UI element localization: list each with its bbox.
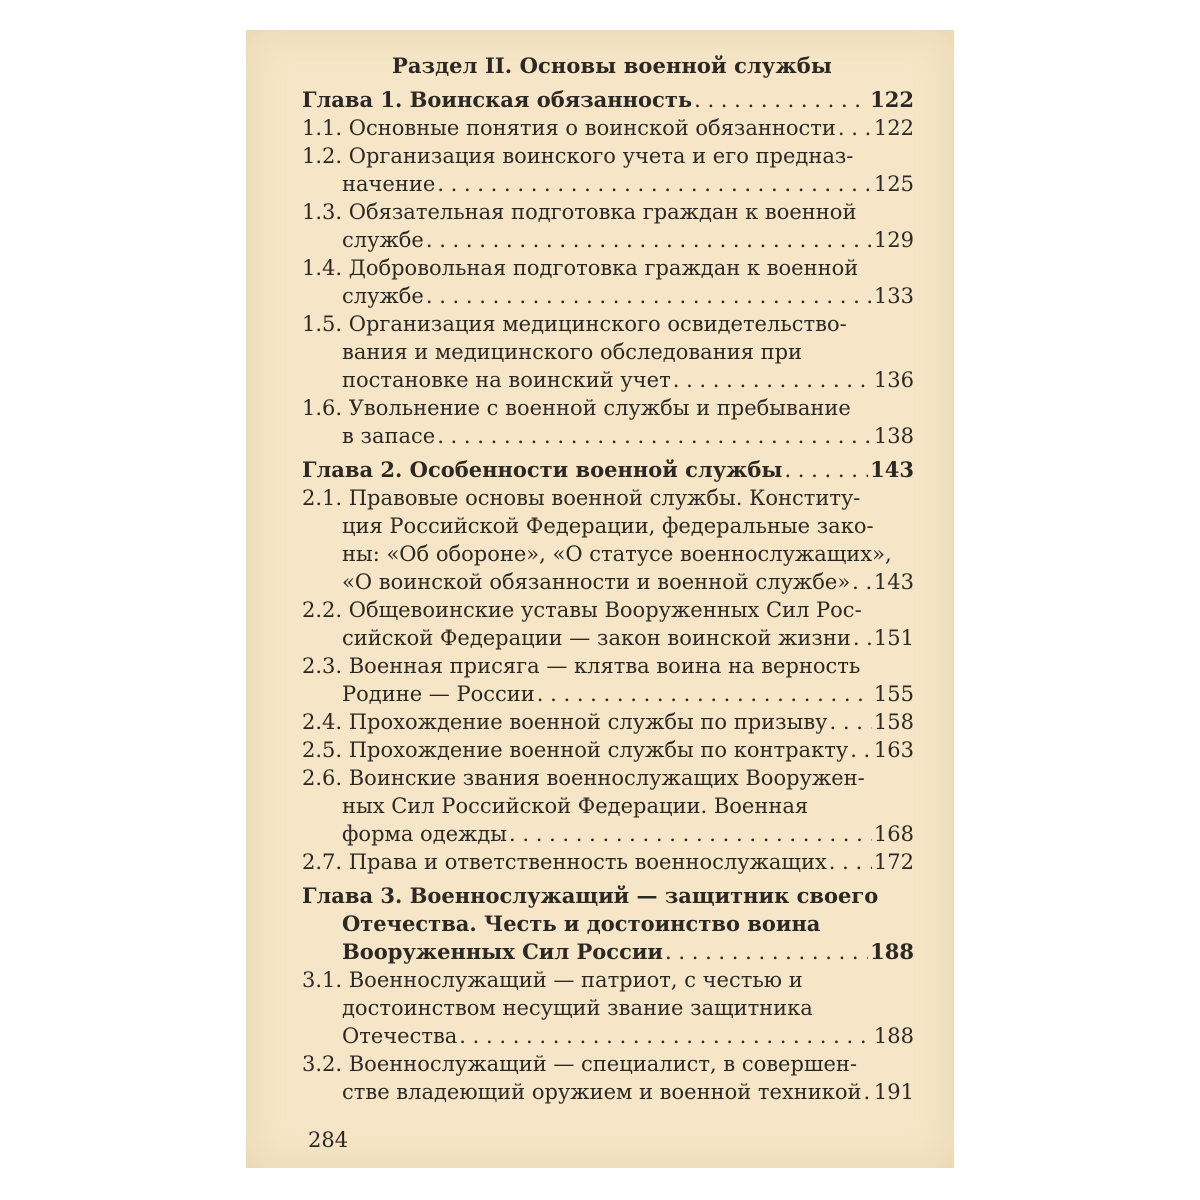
page-ref: 151	[873, 626, 914, 650]
dot-leader	[852, 568, 872, 596]
dot-leader	[838, 114, 872, 142]
toc-item-text-line: форма одежды	[342, 822, 508, 846]
page-ref: 172	[873, 850, 914, 874]
toc-item-last-line	[302, 624, 914, 652]
toc-item-text-line: 2.7. Права и ответственность военнослужащих	[302, 850, 827, 874]
page-ref: 163	[873, 738, 914, 762]
toc-item	[302, 394, 914, 450]
toc-item-text-line: 2.6. Воинские звания военнослужащих Вооружен-	[302, 766, 865, 790]
toc-item-text-line: 1.2. Организация воинского учета и его предназ-	[302, 144, 854, 168]
page-ref: 133	[873, 284, 914, 308]
toc-item	[302, 254, 914, 310]
toc-item-text-line: 3.2. Военнослужащий — специалист, в совершен-	[302, 1052, 857, 1076]
toc-item-last-line	[302, 848, 914, 876]
toc-item	[302, 736, 914, 764]
chapter-heading	[302, 456, 914, 484]
dot-leader	[864, 1078, 872, 1106]
page-ref: 188	[873, 1024, 914, 1048]
toc-item-last-line	[302, 114, 914, 142]
chapter-heading-text-line: Отечества. Честь и достоинство воина	[342, 911, 821, 936]
toc-item-last-line	[302, 1078, 914, 1106]
toc-item-text-line: постановке на воинский учет	[342, 368, 671, 392]
dot-leader	[437, 170, 872, 198]
toc-item-text-line: «О воинской обязанности и военной службе»	[342, 570, 851, 594]
toc-list	[302, 86, 914, 1106]
page-ref: 168	[873, 822, 914, 846]
page-ref: 122	[870, 87, 914, 112]
table-of-contents	[302, 52, 914, 1106]
toc-item-text-line: ны: «Об обороне», «О статусе военнослужащих»,	[342, 542, 892, 566]
toc-item-text-line: 2.1. Правовые основы военной службы. Конститу-	[302, 486, 861, 510]
chapter-heading	[302, 86, 914, 114]
toc-item-text-line: ция Российской Федерации, федеральные зако-	[342, 514, 874, 538]
toc-item-text-line: службе	[342, 284, 424, 308]
page-number: 284	[308, 1128, 349, 1152]
toc-item	[302, 484, 914, 596]
chapter-heading-last-line	[302, 938, 914, 966]
toc-item	[302, 198, 914, 254]
toc-item-text-line: 1.5. Организация медицинского освидетельство-	[302, 312, 847, 336]
toc-item-text-line: начение	[342, 172, 436, 196]
page-ref: 188	[870, 939, 914, 964]
toc-item-last-line	[302, 680, 914, 708]
page-ref: 129	[873, 228, 914, 252]
dot-leader	[829, 848, 872, 876]
dot-leader	[830, 708, 872, 736]
toc-item-text-line: Отечества	[342, 1024, 458, 1048]
toc-item	[302, 652, 914, 708]
toc-item	[302, 848, 914, 876]
dot-leader	[509, 820, 872, 848]
toc-item-text-line: достоинством несущий звание защитника	[342, 996, 813, 1020]
toc-item-last-line	[302, 568, 914, 596]
dot-leader	[853, 624, 872, 652]
toc-item-last-line	[302, 366, 914, 394]
page-ref: 125	[873, 172, 914, 196]
page-ref: 143	[873, 570, 914, 594]
toc-item	[302, 310, 914, 394]
toc-item-text-line: 1.3. Обязательная подготовка граждан к военной	[302, 200, 857, 224]
toc-item-text-line: стве владеющий оружием и военной техникой	[342, 1080, 862, 1104]
toc-item-text-line: 1.1. Основные понятия о воинской обязанности	[302, 116, 836, 140]
toc-item	[302, 596, 914, 652]
toc-item	[302, 966, 914, 1050]
page-ref: 143	[870, 457, 914, 482]
page-ref: 136	[873, 368, 914, 392]
chapter-heading-last-line	[302, 456, 914, 484]
page-ref: 122	[873, 116, 914, 140]
dot-leader	[694, 86, 868, 114]
toc-item-last-line	[302, 282, 914, 310]
book-page	[246, 30, 954, 1168]
toc-item	[302, 114, 914, 142]
toc-item-last-line	[302, 1022, 914, 1050]
toc-item-text-line: 2.2. Общевоинские уставы Вооруженных Сил Рос-	[302, 598, 862, 622]
dot-leader	[850, 736, 872, 764]
toc-item-text-line: 2.4. Прохождение военной службы по призыву	[302, 710, 828, 734]
toc-item-text-line: ных Сил Российской Федерации. Военная	[342, 794, 809, 818]
toc-item-last-line	[302, 820, 914, 848]
toc-item	[302, 142, 914, 198]
dot-leader	[426, 282, 872, 310]
dot-leader	[537, 680, 872, 708]
page-ref: 138	[873, 424, 914, 448]
toc-item-text-line: 2.5. Прохождение военной службы по контракту	[302, 738, 849, 762]
dot-leader	[665, 938, 868, 966]
toc-item	[302, 1050, 914, 1106]
page-ref: 158	[873, 710, 914, 734]
toc-item-text-line: в запасе	[342, 424, 436, 448]
dot-leader	[784, 456, 868, 484]
page-ref: 155	[873, 682, 914, 706]
dot-leader	[673, 366, 872, 394]
dot-leader	[459, 1022, 872, 1050]
toc-item-text-line: 2.3. Военная присяга — клятва воина на верность	[302, 654, 861, 678]
toc-item-text-line: 3.1. Военнослужащий — патриот, с честью и	[302, 968, 803, 992]
dot-leader	[437, 422, 872, 450]
chapter-heading	[302, 882, 914, 966]
toc-item-text-line: сийской Федерации — закон воинской жизни	[342, 626, 851, 650]
chapter-heading-text-line: Глава 2. Особенности военной службы	[302, 457, 783, 482]
toc-item-last-line	[302, 736, 914, 764]
chapter-heading-last-line	[302, 86, 914, 114]
toc-item-last-line	[302, 708, 914, 736]
dot-leader	[426, 226, 872, 254]
toc-item	[302, 764, 914, 848]
section-title: Раздел II. Основы военной службы	[391, 53, 833, 78]
toc-item-last-line	[302, 170, 914, 198]
toc-item-last-line	[302, 226, 914, 254]
toc-item-last-line	[302, 422, 914, 450]
toc-item-text-line: 1.4. Добровольная подготовка граждан к военной	[302, 256, 859, 280]
toc-item-text-line: вания и медицинского обследования при	[342, 340, 803, 364]
chapter-heading-text-line: Вооруженных Сил России	[342, 939, 664, 964]
toc-item-text-line: службе	[342, 228, 424, 252]
toc-item	[302, 708, 914, 736]
toc-item-text-line: Родине — России	[342, 682, 535, 706]
chapter-heading-text-line: Глава 1. Воинская обязанность	[302, 87, 693, 112]
chapter-heading-text-line: Глава 3. Военнослужащий — защитник своего	[302, 883, 879, 908]
toc-item-text-line: 1.6. Увольнение с военной службы и пребывание	[302, 396, 851, 420]
page-ref: 191	[873, 1080, 914, 1104]
